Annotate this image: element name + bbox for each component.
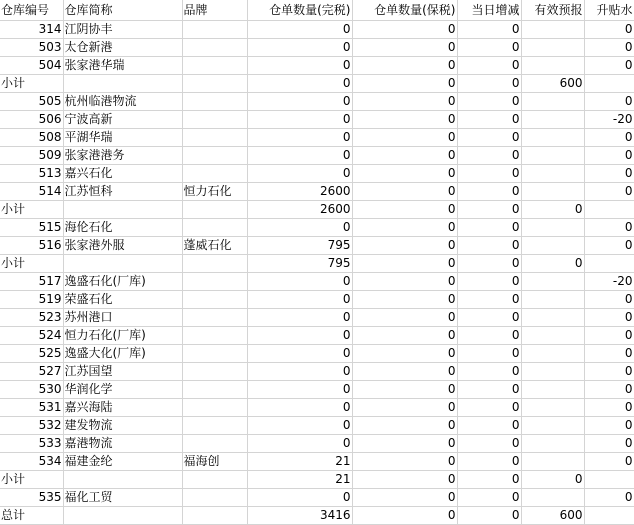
brand-cell[interactable] [182,93,247,111]
brand-cell[interactable] [182,21,247,39]
table-row [0,75,634,93]
qty-bonded-cell[interactable]: 0 [352,93,457,111]
warehouse-name-cell[interactable]: 恒力石化(厂库) [63,327,182,345]
daily-change-cell[interactable]: 0 [457,345,521,363]
qty-bonded-cell[interactable]: 0 [352,471,457,489]
premium-discount-cell[interactable] [584,507,634,525]
brand-cell[interactable] [182,255,247,273]
qty-duty-paid-cell[interactable]: 0 [247,327,352,345]
daily-change-cell[interactable]: 0 [457,165,521,183]
warehouse-id-cell[interactable]: 503 [0,39,63,57]
header-brand[interactable]: 品牌 [182,0,247,21]
brand-cell[interactable] [182,435,247,453]
table-row [0,291,634,309]
valid-forecast-cell[interactable] [521,273,584,291]
qty-duty-paid-cell[interactable]: 0 [247,75,352,93]
table-row [0,399,634,417]
header-row [0,0,634,21]
daily-change-cell[interactable]: 0 [457,93,521,111]
premium-discount-cell[interactable]: 0 [584,93,634,111]
daily-change-cell[interactable]: 0 [457,147,521,165]
premium-discount-cell[interactable]: 0 [584,165,634,183]
qty-bonded-cell[interactable]: 0 [352,345,457,363]
valid-forecast-cell[interactable]: 0 [521,201,584,219]
qty-duty-paid-cell[interactable]: 795 [247,255,352,273]
warehouse-name-cell[interactable]: 张家港外服 [63,237,182,255]
table-row [0,237,634,255]
warehouse-name-cell[interactable] [63,471,182,489]
qty-bonded-cell[interactable]: 0 [352,327,457,345]
premium-discount-cell[interactable]: 0 [584,183,634,201]
qty-duty-paid-cell[interactable]: 0 [247,363,352,381]
valid-forecast-cell[interactable] [521,237,584,255]
valid-forecast-cell[interactable] [521,327,584,345]
header-qty-duty-paid[interactable]: 仓单数量(完税) [247,0,352,21]
table-row [0,57,634,75]
valid-forecast-cell[interactable] [521,435,584,453]
warehouse-id-cell[interactable]: 505 [0,93,63,111]
warehouse-name-cell[interactable]: 平湖华瑞 [63,129,182,147]
warehouse-name-cell[interactable]: 嘉兴海陆 [63,399,182,417]
table-row [0,39,634,57]
premium-discount-cell[interactable]: 0 [584,363,634,381]
qty-duty-paid-cell[interactable]: 0 [247,93,352,111]
daily-change-cell[interactable]: 0 [457,255,521,273]
brand-cell[interactable] [182,201,247,219]
warehouse-id-cell[interactable]: 535 [0,489,63,507]
warehouse-name-cell[interactable]: 福化工贸 [63,489,182,507]
daily-change-cell[interactable]: 0 [457,219,521,237]
warehouse-id-cell[interactable]: 小计 [0,255,63,273]
brand-cell[interactable] [182,75,247,93]
warehouse-id-cell[interactable]: 504 [0,57,63,75]
table-row [0,165,634,183]
qty-duty-paid-cell[interactable]: 0 [247,489,352,507]
warehouse-id-cell[interactable]: 508 [0,129,63,147]
qty-bonded-cell[interactable]: 0 [352,381,457,399]
daily-change-cell[interactable]: 0 [457,417,521,435]
premium-discount-cell[interactable]: 0 [584,57,634,75]
qty-bonded-cell[interactable]: 0 [352,237,457,255]
premium-discount-cell[interactable]: 0 [584,291,634,309]
premium-discount-cell[interactable]: -20 [584,273,634,291]
warehouse-id-cell[interactable]: 517 [0,273,63,291]
qty-duty-paid-cell[interactable]: 0 [247,165,352,183]
warehouse-id-cell[interactable]: 524 [0,327,63,345]
daily-change-cell[interactable]: 0 [457,489,521,507]
warehouse-name-cell[interactable]: 嘉港物流 [63,435,182,453]
warehouse-id-cell[interactable]: 总计 [0,507,63,525]
premium-discount-cell[interactable]: -20 [584,111,634,129]
daily-change-cell[interactable]: 0 [457,129,521,147]
qty-bonded-cell[interactable]: 0 [352,39,457,57]
valid-forecast-cell[interactable] [521,219,584,237]
qty-bonded-cell[interactable]: 0 [352,399,457,417]
daily-change-cell[interactable]: 0 [457,21,521,39]
header-daily-change[interactable]: 当日增减 [457,0,521,21]
brand-cell[interactable] [182,165,247,183]
warehouse-id-cell[interactable]: 527 [0,363,63,381]
warehouse-id-cell[interactable]: 531 [0,399,63,417]
warehouse-name-cell[interactable]: 荣盛石化 [63,291,182,309]
qty-bonded-cell[interactable]: 0 [352,255,457,273]
daily-change-cell[interactable]: 0 [457,399,521,417]
brand-cell[interactable] [182,129,247,147]
warehouse-id-cell[interactable]: 523 [0,309,63,327]
qty-duty-paid-cell[interactable]: 0 [247,111,352,129]
qty-bonded-cell[interactable]: 0 [352,309,457,327]
valid-forecast-cell[interactable]: 600 [521,507,584,525]
premium-discount-cell[interactable] [584,201,634,219]
qty-duty-paid-cell[interactable]: 0 [247,417,352,435]
daily-change-cell[interactable]: 0 [457,273,521,291]
valid-forecast-cell[interactable] [521,417,584,435]
warehouse-name-cell[interactable]: 福建金纶 [63,453,182,471]
brand-cell[interactable]: 福海创 [182,453,247,471]
valid-forecast-cell[interactable] [521,147,584,165]
qty-duty-paid-cell[interactable]: 0 [247,147,352,165]
premium-discount-cell[interactable]: 0 [584,435,634,453]
valid-forecast-cell[interactable] [521,345,584,363]
warehouse-id-cell[interactable]: 509 [0,147,63,165]
qty-duty-paid-cell[interactable]: 0 [247,435,352,453]
brand-cell[interactable]: 蓬威石化 [182,237,247,255]
qty-bonded-cell[interactable]: 0 [352,21,457,39]
warehouse-name-cell[interactable]: 杭州临港物流 [63,93,182,111]
qty-bonded-cell[interactable]: 0 [352,57,457,75]
valid-forecast-cell[interactable]: 600 [521,75,584,93]
premium-discount-cell[interactable]: 0 [584,129,634,147]
daily-change-cell[interactable]: 0 [457,111,521,129]
warehouse-id-cell[interactable]: 516 [0,237,63,255]
valid-forecast-cell[interactable] [521,111,584,129]
table-row [0,453,634,471]
table-row [0,93,634,111]
table-row [0,21,634,39]
qty-duty-paid-cell[interactable]: 0 [247,291,352,309]
premium-discount-cell[interactable] [584,471,634,489]
header-qty-bonded[interactable]: 仓单数量(保税) [352,0,457,21]
qty-bonded-cell[interactable]: 0 [352,417,457,435]
warehouse-name-cell[interactable]: 太仓新港 [63,39,182,57]
valid-forecast-cell[interactable] [521,39,584,57]
qty-duty-paid-cell[interactable]: 0 [247,129,352,147]
brand-cell[interactable] [182,507,247,525]
warehouse-id-cell[interactable]: 514 [0,183,63,201]
valid-forecast-cell[interactable]: 0 [521,471,584,489]
valid-forecast-cell[interactable] [521,21,584,39]
warehouse-id-cell[interactable]: 534 [0,453,63,471]
table-row [0,345,634,363]
brand-cell[interactable] [182,399,247,417]
qty-duty-paid-cell[interactable]: 0 [247,39,352,57]
warehouse-id-cell[interactable]: 530 [0,381,63,399]
qty-bonded-cell[interactable]: 0 [352,453,457,471]
warehouse-name-cell[interactable]: 张家港港务 [63,147,182,165]
warehouse-name-cell[interactable] [63,255,182,273]
table-row [0,111,634,129]
warehouse-id-cell[interactable]: 519 [0,291,63,309]
warehouse-name-cell[interactable]: 苏州港口 [63,309,182,327]
premium-discount-cell[interactable]: 0 [584,21,634,39]
daily-change-cell[interactable]: 0 [457,327,521,345]
daily-change-cell[interactable]: 0 [457,435,521,453]
table-row [0,219,634,237]
qty-bonded-cell[interactable]: 0 [352,291,457,309]
table-row [0,327,634,345]
qty-bonded-cell[interactable]: 0 [352,111,457,129]
table-row [0,309,634,327]
qty-bonded-cell[interactable]: 0 [352,183,457,201]
qty-duty-paid-cell[interactable]: 0 [247,57,352,75]
table-row [0,201,634,219]
daily-change-cell[interactable]: 0 [457,453,521,471]
qty-bonded-cell[interactable]: 0 [352,435,457,453]
premium-discount-cell[interactable]: 0 [584,453,634,471]
valid-forecast-cell[interactable] [521,363,584,381]
warehouse-id-cell[interactable]: 515 [0,219,63,237]
daily-change-cell[interactable]: 0 [457,183,521,201]
warehouse-id-cell[interactable]: 513 [0,165,63,183]
qty-duty-paid-cell[interactable]: 2600 [247,201,352,219]
warehouse-id-cell[interactable]: 532 [0,417,63,435]
premium-discount-cell[interactable]: 0 [584,489,634,507]
table-row [0,489,634,507]
header-valid-forecast[interactable]: 有效预报 [521,0,584,21]
valid-forecast-cell[interactable] [521,309,584,327]
valid-forecast-cell[interactable] [521,381,584,399]
header-premium-discount[interactable]: 升贴水 [584,0,634,21]
qty-duty-paid-cell[interactable]: 2600 [247,183,352,201]
valid-forecast-cell[interactable] [521,489,584,507]
brand-cell[interactable] [182,417,247,435]
daily-change-cell[interactable]: 0 [457,291,521,309]
warehouse-name-cell[interactable]: 华润化学 [63,381,182,399]
qty-duty-paid-cell[interactable]: 0 [247,21,352,39]
valid-forecast-cell[interactable] [521,453,584,471]
premium-discount-cell[interactable] [584,75,634,93]
valid-forecast-cell[interactable] [521,129,584,147]
brand-cell[interactable] [182,471,247,489]
qty-duty-paid-cell[interactable]: 21 [247,471,352,489]
table-row [0,363,634,381]
warehouse-id-cell[interactable]: 小计 [0,201,63,219]
daily-change-cell[interactable]: 0 [457,237,521,255]
warehouse-name-cell[interactable]: 江阴协丰 [63,21,182,39]
warehouse-id-cell[interactable]: 小计 [0,471,63,489]
valid-forecast-cell[interactable] [521,183,584,201]
premium-discount-cell[interactable]: 0 [584,309,634,327]
warehouse-name-cell[interactable]: 逸盛大化(厂库) [63,345,182,363]
qty-bonded-cell[interactable]: 0 [352,507,457,525]
daily-change-cell[interactable]: 0 [457,57,521,75]
daily-change-cell[interactable]: 0 [457,363,521,381]
premium-discount-cell[interactable] [584,255,634,273]
warehouse-id-cell[interactable]: 506 [0,111,63,129]
daily-change-cell[interactable]: 0 [457,201,521,219]
table-row [0,381,634,399]
qty-duty-paid-cell[interactable]: 795 [247,237,352,255]
warehouse-name-cell[interactable]: 海伦石化 [63,219,182,237]
brand-cell[interactable] [182,273,247,291]
valid-forecast-cell[interactable] [521,165,584,183]
premium-discount-cell[interactable]: 0 [584,39,634,57]
warehouse-id-cell[interactable]: 525 [0,345,63,363]
valid-forecast-cell[interactable] [521,93,584,111]
premium-discount-cell[interactable]: 0 [584,345,634,363]
daily-change-cell[interactable]: 0 [457,507,521,525]
premium-discount-cell[interactable]: 0 [584,147,634,165]
warehouse-name-cell[interactable]: 逸盛石化(厂库) [63,273,182,291]
premium-discount-cell[interactable]: 0 [584,381,634,399]
qty-duty-paid-cell[interactable]: 0 [247,399,352,417]
brand-cell[interactable] [182,147,247,165]
warehouse-name-cell[interactable] [63,201,182,219]
table-row [0,435,634,453]
brand-cell[interactable]: 恒力石化 [182,183,247,201]
daily-change-cell[interactable]: 0 [457,309,521,327]
table-row [0,183,634,201]
premium-discount-cell[interactable]: 0 [584,219,634,237]
brand-cell[interactable] [182,219,247,237]
qty-bonded-cell[interactable]: 0 [352,489,457,507]
qty-duty-paid-cell[interactable]: 3416 [247,507,352,525]
table-row [0,273,634,291]
brand-cell[interactable] [182,57,247,75]
qty-bonded-cell[interactable]: 0 [352,75,457,93]
valid-forecast-cell[interactable] [521,291,584,309]
warehouse-name-cell[interactable]: 宁波高新 [63,111,182,129]
daily-change-cell[interactable]: 0 [457,39,521,57]
warehouse-name-cell[interactable]: 建发物流 [63,417,182,435]
qty-bonded-cell[interactable]: 0 [352,363,457,381]
premium-discount-cell[interactable]: 0 [584,417,634,435]
brand-cell[interactable] [182,291,247,309]
daily-change-cell[interactable]: 0 [457,381,521,399]
table-row [0,255,634,273]
valid-forecast-cell[interactable] [521,57,584,75]
brand-cell[interactable] [182,309,247,327]
table-row [0,147,634,165]
valid-forecast-cell[interactable] [521,399,584,417]
premium-discount-cell[interactable]: 0 [584,327,634,345]
premium-discount-cell[interactable]: 0 [584,237,634,255]
qty-bonded-cell[interactable]: 0 [352,147,457,165]
qty-duty-paid-cell[interactable]: 0 [247,219,352,237]
daily-change-cell[interactable]: 0 [457,471,521,489]
table-row [0,471,634,489]
table-row [0,129,634,147]
warehouse-name-cell[interactable]: 江苏恒科 [63,183,182,201]
premium-discount-cell[interactable]: 0 [584,399,634,417]
daily-change-cell[interactable]: 0 [457,75,521,93]
header-warehouse-name[interactable]: 仓库简称 [63,0,182,21]
brand-cell[interactable] [182,381,247,399]
brand-cell[interactable] [182,345,247,363]
warehouse-name-cell[interactable]: 江苏国望 [63,363,182,381]
warehouse-id-cell[interactable]: 小计 [0,75,63,93]
qty-bonded-cell[interactable]: 0 [352,129,457,147]
brand-cell[interactable] [182,111,247,129]
qty-duty-paid-cell[interactable]: 0 [247,345,352,363]
brand-cell[interactable] [182,327,247,345]
qty-duty-paid-cell[interactable]: 21 [247,453,352,471]
brand-cell[interactable] [182,39,247,57]
header-warehouse-id[interactable]: 仓库编号 [0,0,63,21]
brand-cell[interactable] [182,489,247,507]
brand-cell[interactable] [182,363,247,381]
valid-forecast-cell[interactable]: 0 [521,255,584,273]
table-row [0,507,634,525]
qty-bonded-cell[interactable]: 0 [352,201,457,219]
warehouse-id-cell[interactable]: 533 [0,435,63,453]
warehouse-id-cell[interactable]: 314 [0,21,63,39]
qty-bonded-cell[interactable]: 0 [352,273,457,291]
qty-bonded-cell[interactable]: 0 [352,165,457,183]
warehouse-name-cell[interactable] [63,507,182,525]
qty-bonded-cell[interactable]: 0 [352,219,457,237]
qty-duty-paid-cell[interactable]: 0 [247,381,352,399]
qty-duty-paid-cell[interactable]: 0 [247,309,352,327]
table-row [0,417,634,435]
qty-duty-paid-cell[interactable]: 0 [247,273,352,291]
warehouse-name-cell[interactable]: 嘉兴石化 [63,165,182,183]
warehouse-name-cell[interactable] [63,75,182,93]
warehouse-name-cell[interactable]: 张家港华瑞 [63,57,182,75]
